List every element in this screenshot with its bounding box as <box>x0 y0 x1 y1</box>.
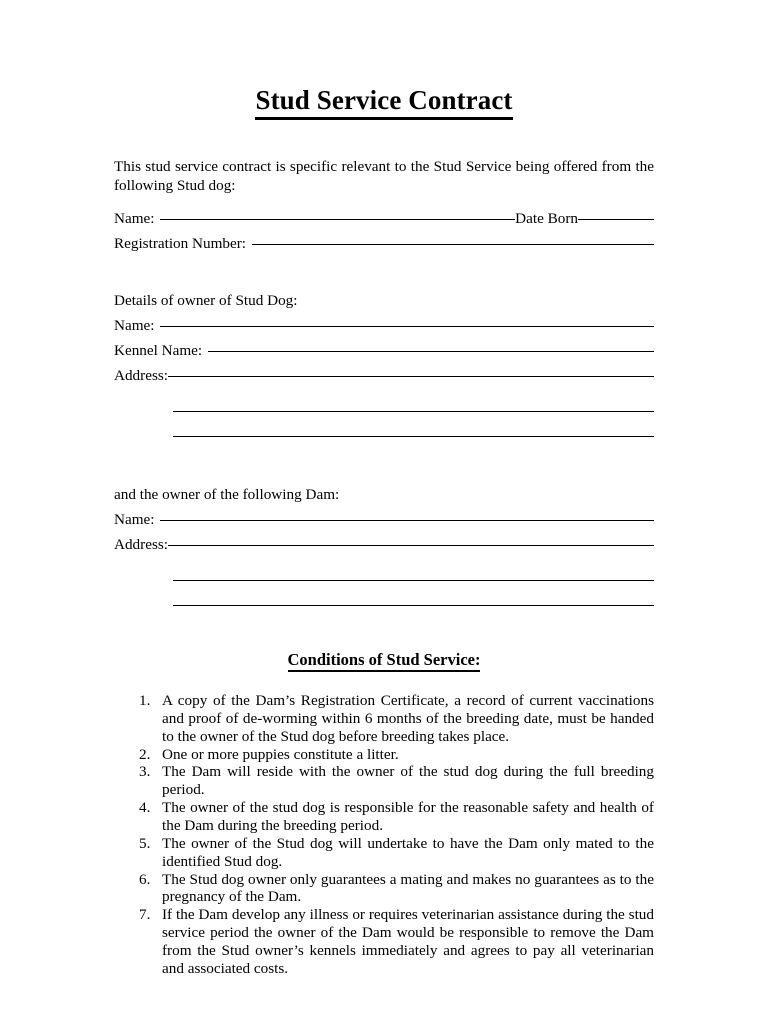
dam-owner-name-row <box>114 512 654 537</box>
dam-owner-address-input-line-1[interactable] <box>168 545 654 546</box>
stud-dog-registration-label: Registration Number: <box>114 234 247 252</box>
stud-owner-name-input[interactable] <box>160 326 654 327</box>
list-item-number: 3. <box>139 763 151 781</box>
dam-owner-address-input-line-2[interactable] <box>173 580 654 581</box>
list-item-text: A copy of the Dam’s Registration Certificate, a record of current vaccinations and proof of de-worming within 6 months of the breeding date, must be handed to the owner of the Stud dog before breeding takes place. <box>162 691 654 745</box>
list-item-number: 7. <box>139 906 151 924</box>
dam-owner-address-row-2 <box>114 562 654 587</box>
list-item-number: 4. <box>139 799 151 817</box>
stud-owner-name-row <box>114 318 654 343</box>
stud-dog-name-input[interactable] <box>160 219 515 220</box>
list-item <box>114 746 654 764</box>
dam-owner-address-input-line-3[interactable] <box>173 605 654 606</box>
list-item <box>114 763 654 799</box>
page-title <box>114 0 654 120</box>
stud-dog-fields <box>114 195 654 261</box>
list-item-text: One or more puppies constitute a litter. <box>162 745 399 763</box>
list-item <box>114 871 654 907</box>
stud-dog-name-row <box>114 211 654 236</box>
page-title-text: Stud Service Contract <box>255 86 512 120</box>
dam-owner-name-input[interactable] <box>160 520 654 521</box>
stud-owner-address-input-line-2[interactable] <box>173 411 654 412</box>
spacer <box>114 443 654 471</box>
stud-owner-address-row <box>114 368 654 393</box>
list-item <box>114 692 654 746</box>
list-item-text: The Stud dog owner only guarantees a mating and makes no guarantees as to the pregnancy of the Dam. <box>162 870 654 906</box>
list-item-number: 5. <box>139 834 151 852</box>
dam-owner-address-row <box>114 537 654 562</box>
stud-dog-date-born-label: Date Born <box>515 209 578 227</box>
conditions-list <box>114 672 654 978</box>
stud-owner-fields <box>114 277 654 443</box>
dam-owner-fields <box>114 471 654 612</box>
list-item <box>114 835 654 871</box>
spacer <box>114 261 654 277</box>
conditions-heading-text: Conditions of Stud Service: <box>288 650 481 672</box>
stud-owner-address-row-3 <box>114 418 654 443</box>
list-item <box>114 799 654 835</box>
list-item-text: The owner of the Stud dog will undertake to have the Dam only mated to the identified Stud dog. <box>162 834 654 870</box>
stud-owner-address-row-2 <box>114 393 654 418</box>
list-item-text: If the Dam develop any illness or requires veterinarian assistance during the stud service period the owner of the Dam would be responsible to remove the Dam from the Stud owner’s kennels immediately and agrees to pay all veterinarian and associated costs. <box>162 906 654 977</box>
list-item-number: 2. <box>139 745 151 763</box>
dam-owner-address-label: Address: <box>114 535 168 553</box>
list-item <box>114 906 654 977</box>
conditions-heading <box>114 612 654 672</box>
list-item-text: The owner of the stud dog is responsible for the reasonable safety and health of the Dam during the breeding period. <box>162 799 654 834</box>
stud-owner-address-input-line-3[interactable] <box>173 436 654 437</box>
dam-owner-name-label: Name: <box>114 510 155 528</box>
stud-owner-section-label: Details of owner of Stud Dog: <box>114 291 298 309</box>
intro-paragraph: This stud service contract is specific relevant to the Stud Service being offered from the following Stud dog: <box>114 157 654 194</box>
dam-owner-address-row-3 <box>114 587 654 612</box>
stud-owner-name-label: Name: <box>114 316 155 334</box>
stud-owner-kennel-input[interactable] <box>208 351 654 352</box>
stud-dog-registration-row <box>114 236 654 261</box>
stud-dog-date-born-input[interactable] <box>578 219 654 220</box>
stud-dog-name-label: Name: <box>114 209 155 227</box>
list-item-number: 1. <box>139 691 151 709</box>
stud-owner-kennel-row <box>114 343 654 368</box>
stud-owner-kennel-label: Kennel Name: <box>114 341 203 359</box>
stud-dog-registration-input[interactable] <box>252 244 654 245</box>
stud-owner-address-label: Address: <box>114 366 168 384</box>
stud-owner-address-input-line-1[interactable] <box>168 376 654 377</box>
list-item-text: The Dam will reside with the owner of the stud dog during the full breeding period. <box>162 763 654 799</box>
list-item-number: 6. <box>139 870 151 888</box>
dam-owner-section-label: and the owner of the following Dam: <box>114 485 340 503</box>
